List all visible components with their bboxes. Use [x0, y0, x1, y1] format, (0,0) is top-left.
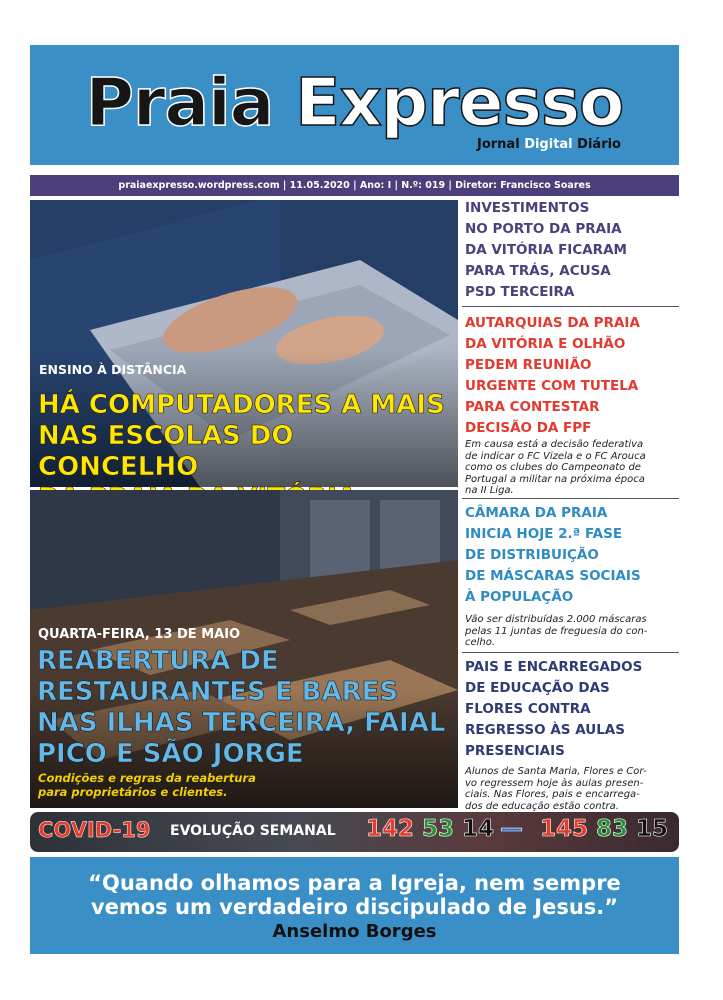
- caption-line: para proprietários e clientes.: [38, 785, 228, 799]
- headline-line: PSD TERCEIRA: [465, 284, 575, 300]
- headline-line: REABERTURA DE: [37, 646, 279, 676]
- covid-number: 145: [540, 816, 589, 842]
- covid-weekly-bar: [30, 812, 679, 852]
- sidebar-divider: [462, 498, 679, 499]
- headline-line: URGENTE COM TUTELA: [465, 378, 639, 394]
- sidebar-story-3-body: [465, 614, 679, 649]
- body-line: na II Liga.: [465, 485, 514, 496]
- body-line: ciais. Nas Flores, pais e encarrega-: [465, 789, 640, 800]
- sidebar-story-2-body: [465, 439, 679, 497]
- sidebar-story-1: [465, 198, 679, 303]
- lead-story-photo: [30, 200, 458, 487]
- headline-line: FLORES CONTRA: [465, 701, 591, 717]
- sidebar-story-2: [465, 313, 679, 497]
- headline-line: PARA TRÁS, ACUSA: [465, 263, 611, 279]
- headline-line: NAS ILHAS TERCEIRA, FAIAL: [37, 708, 446, 738]
- quote-author: Anselmo Borges: [272, 921, 437, 942]
- body-line: Portugal a militar na próxima época: [465, 473, 645, 485]
- covid-dash: —: [500, 816, 523, 842]
- lead-story-kicker: ENSINO À DISTÂNCIA: [39, 362, 187, 377]
- covid-number: 142: [366, 816, 415, 842]
- second-story-caption: [38, 771, 256, 799]
- headline-line: NAS ESCOLAS DO CONCELHO: [38, 421, 294, 482]
- sidebar-story-4-headline: [465, 657, 679, 762]
- headline-line: INICIA HOJE 2.ª FASE: [465, 526, 623, 542]
- headline-line: NO PORTO DA PRAIA: [465, 221, 622, 237]
- sidebar-divider: [462, 652, 679, 653]
- headline-line: DECISÃO DA FPF: [465, 420, 592, 436]
- sidebar-divider: [462, 306, 679, 307]
- caption-line: Condições e regras da reabertura: [38, 771, 256, 785]
- body-line: pelas 11 juntas de freguesia do con-: [465, 625, 648, 637]
- subtitle-part-3: Diário: [577, 137, 621, 152]
- headline-line: PEDEM REUNIÃO: [465, 357, 592, 373]
- body-line: dos de educação estão contra.: [465, 800, 619, 812]
- headline-line: DE MÁSCARAS SOCIAIS: [465, 568, 641, 584]
- body-line: de indicar o FC Vizela e o FC Arouca: [465, 450, 646, 462]
- second-story-headline: [37, 646, 445, 770]
- headline-line: PARA CONTESTAR: [465, 399, 600, 415]
- headline-line: À POPULAÇÃO: [465, 589, 574, 605]
- body-line: vo regressem hoje às aulas presen-: [465, 777, 644, 789]
- body-line: Em causa está a decisão federativa: [465, 439, 644, 450]
- sidebar-story-4: [465, 657, 679, 812]
- headline-line: PRESENCIAIS: [465, 743, 565, 759]
- subtitle-part-2: Digital: [524, 137, 573, 152]
- body-line: celho.: [465, 637, 496, 648]
- headline-line: INVESTIMENTOS: [465, 200, 590, 216]
- sidebar-story-3-headline: [465, 503, 679, 608]
- headline-line: AUTARQUIAS DA PRAIA: [465, 315, 640, 331]
- covid-number: 53: [422, 816, 455, 842]
- title-part-1: Praia: [85, 64, 274, 141]
- covid-number: 14: [462, 816, 495, 842]
- second-story-kicker: QUARTA-FEIRA, 13 DE MAIO: [38, 627, 241, 642]
- headline-line: PAIS E ENCARREGADOS: [465, 659, 643, 675]
- headline-line: DE DISTRIBUIÇÃO: [465, 547, 599, 563]
- headline-line: REGRESSO ÀS AULAS: [465, 722, 625, 738]
- body-line: Alunos de Santa Maria, Flores e Cor-: [465, 766, 647, 777]
- headline-line: RESTAURANTES E BARES: [37, 677, 399, 707]
- newspaper-subtitle: [477, 137, 621, 152]
- quote-line: “Quando olhamos para a Igreja, nem sempre: [88, 871, 621, 895]
- headline-line: CÂMARA DA PRAIA: [465, 505, 608, 521]
- covid-sublabel: EVOLUÇÃO SEMANAL: [170, 823, 336, 839]
- title-part-2: Expresso: [295, 64, 624, 141]
- sidebar-story-4-body: [465, 766, 679, 812]
- masthead: [30, 45, 679, 165]
- headline-line: DA VITÓRIA FICARAM: [465, 242, 627, 258]
- sidebar-story-3: [465, 503, 679, 649]
- quote-box: [30, 857, 679, 954]
- body-line: Vão ser distribuídas 2.000 máscaras: [465, 614, 647, 625]
- sidebar-story-2-headline: [465, 313, 679, 439]
- newspaper-title: [30, 63, 679, 143]
- body-line: como os clubes do Campeonato de: [465, 462, 641, 473]
- covid-label: COVID-19: [38, 818, 151, 842]
- edition-info-bar: praiaexpresso.wordpress.com | 11.05.2020 | Ano: I | N.º: 019 | Diretor: Francisco Soares: [30, 175, 679, 196]
- quote-line: vemos um verdadeiro discipulado de Jesus.”: [90, 895, 619, 919]
- second-story-photo: [30, 490, 458, 808]
- quote-text: [30, 871, 679, 919]
- sidebar-story-1-headline: [465, 198, 679, 303]
- headline-line: DE EDUCAÇÃO DAS: [465, 680, 610, 696]
- headline-line: DA VITÓRIA E OLHÃO: [465, 336, 626, 352]
- subtitle-part-1: Jornal: [476, 137, 520, 152]
- headline-line: PICO E SÃO JORGE: [37, 739, 304, 769]
- covid-number: 15: [636, 816, 669, 842]
- headline-line: HÁ COMPUTADORES A MAIS: [38, 390, 445, 420]
- covid-number: 83: [596, 816, 629, 842]
